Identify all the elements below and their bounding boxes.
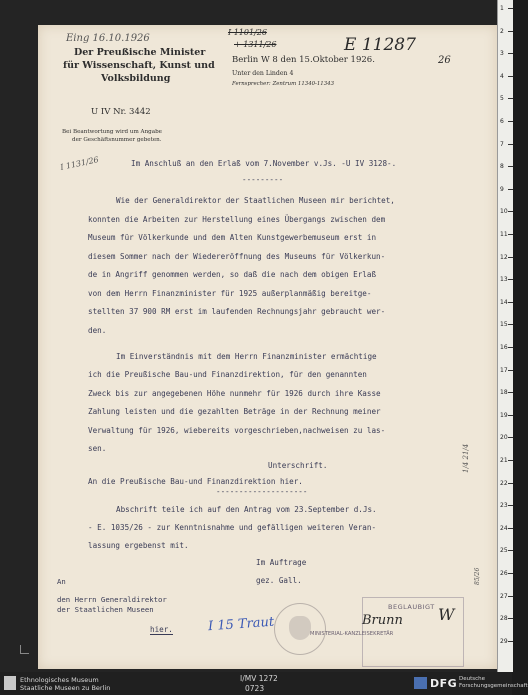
official-seal [274, 603, 326, 655]
ruler-tick-label: 8 [500, 163, 504, 171]
ruler-tick-label: 13 [500, 276, 508, 284]
ruler-tick-mark [508, 324, 513, 325]
reference-line: Im Anschluß an den Erlaß vom 7.November v.Js. -U IV 3128-. [131, 159, 397, 168]
ruler-tick-mark [508, 302, 513, 303]
dfg-name-2: Forschungsgemeinschaft [459, 683, 528, 689]
separator-1: --------- [242, 175, 284, 184]
body-line: konnten die Arbeiten zur Herstellung eines Übergangs zwischen dem [88, 214, 386, 224]
letter-page [38, 25, 497, 669]
ruler-tick-mark [508, 392, 513, 393]
body-line: Abschrift teile ich auf den Antrag vom 23.September d.Js. [116, 505, 377, 514]
ruler-tick-mark [508, 370, 513, 371]
ministry-phone: Fernsprecher: Zentrum 11340-11343 [232, 81, 335, 87]
certified-label: BEGLAUBIGT [388, 603, 435, 611]
body-line: Verwaltung für 1926, wiebereits vorgeschrieben,nachweisen zu las- [88, 425, 386, 435]
ruler-tick-mark [508, 144, 513, 145]
ruler-tick-mark [508, 166, 513, 167]
measurement-ruler [497, 0, 513, 672]
ruler-tick-mark [508, 460, 513, 461]
ruler-tick-label: 14 [500, 298, 508, 306]
blue-pencil-note: I 15 Traut [207, 614, 275, 635]
ruler-tick-mark [508, 437, 513, 438]
ruler-tick-label: 1 [500, 5, 504, 12]
ruler-tick-label: 21 [500, 457, 508, 464]
ruler-tick-label: 17 [500, 366, 508, 374]
ruler-tick-mark [508, 528, 513, 529]
ruler-tick-mark [508, 550, 513, 551]
ruler-tick-mark [508, 279, 513, 280]
ruler-tick-label: 9 [500, 185, 504, 193]
ruler-tick-mark [508, 415, 513, 416]
ruler-tick-mark [508, 211, 513, 212]
ruler-tick-mark [508, 98, 513, 99]
body-line: den. [88, 325, 107, 335]
ruler-tick-label: 2 [500, 27, 504, 35]
ruler-tick-mark [508, 234, 513, 235]
body-line: lassung ergebenst mit. [88, 541, 189, 550]
address-an: An [57, 577, 66, 586]
closing-on-behalf: Im Auftrage [256, 558, 307, 567]
margin-pencil-note-1: 1/4 21/4 [462, 443, 470, 473]
ruler-tick-label: 26 [500, 570, 508, 577]
ruler-tick-label: 28 [500, 615, 508, 623]
ministry-name-line2: für Wissenschaft, Kunst und [63, 60, 215, 71]
ruler-tick-label: 11 [500, 231, 508, 238]
museum-subtitle: Staatliche Museen zu Berlin [20, 684, 111, 692]
body-line: Wie der Generaldirektor der Staatlichen Museen mir berichtet, [116, 196, 395, 205]
dfg-name-1: Deutsche [459, 676, 486, 682]
archive-id: I/MV 1272 [240, 674, 278, 683]
body-line: Zweck bis zur angegebenen Höhe nunmehr für 1926 durch ihre Kasse [88, 388, 381, 398]
reply-note-line1: Bei Beantwortung wird um Angabe [62, 129, 162, 135]
address-hier: hier. [150, 625, 173, 634]
body-line: Museum für Völkerkunde und dem Alten Kunstgewerbemuseum erst in [88, 233, 377, 242]
ruler-tick-label: 7 [500, 140, 504, 148]
scan-corner-mark [20, 645, 29, 654]
ruler-tick-mark [508, 76, 513, 77]
separator-2: -------------------- [216, 487, 308, 496]
body-line: stellten 37 900 RM erst im laufenden Rechnungsjahr gebraucht wer- [88, 307, 386, 316]
ministry-name-line1: Der Preußische Minister [74, 47, 206, 58]
ruler-tick-mark [508, 189, 513, 190]
dfg-logo-icon [414, 677, 427, 689]
body-line: de in Angriff genommen werden, so daß die nach dem obigen Erlaß [88, 270, 377, 279]
ruler-tick-mark [508, 53, 513, 54]
reference-number: U IV Nr. 3442 [91, 107, 151, 117]
ruler-tick-label: 23 [500, 502, 508, 510]
archive-page: 0723 [245, 684, 265, 693]
ruler-tick-label: 15 [500, 321, 508, 329]
ruler-tick-label: 20 [500, 434, 508, 442]
ruler-tick-label: 18 [500, 389, 508, 397]
ruler-tick-mark [508, 31, 513, 32]
ruler-tick-mark [508, 618, 513, 619]
ruler-tick-mark [508, 257, 513, 258]
file-number: E 11287 [344, 35, 416, 55]
secretary-label: MINISTERIAL-KANZLEISEKRETÄR [310, 631, 394, 637]
ministry-address: Unter den Linden 4 [232, 70, 294, 77]
ruler-tick-label: 22 [500, 479, 508, 487]
body-line: Im Einverständnis mit dem Herrn Finanzminister ermächtige [116, 352, 377, 361]
archive-footer [0, 672, 528, 695]
ruler-tick-label: 6 [500, 118, 504, 125]
handwritten-initial: W [438, 605, 455, 624]
address-line-1: den Herrn Generaldirektor [57, 595, 167, 604]
museum-logo-icon [4, 676, 16, 690]
ruler-tick-label: 19 [500, 411, 508, 419]
crossed-number-2: + 1311/26 [234, 40, 277, 49]
ruler-tick-label: 27 [500, 592, 508, 600]
ruler-tick-label: 12 [500, 253, 508, 261]
ruler-tick-label: 16 [500, 344, 508, 351]
ruler-tick-mark [508, 483, 513, 484]
ruler-tick-label: 4 [500, 72, 504, 80]
body-line: ich die Preußische Bau-und Finanzdirektion, für den genannten [88, 370, 367, 380]
ruler-tick-label: 3 [500, 50, 504, 58]
body-line: von dem Herrn Finanzminister für 1925 außerplanmäßig bereitge- [88, 288, 372, 298]
body-line: Zahlung leisten und die gezahlten Beträge in der Rechnung meiner [88, 407, 381, 417]
ruler-tick-label: 24 [500, 524, 508, 532]
ruler-tick-mark [508, 121, 513, 122]
ruler-tick-label: 29 [500, 637, 508, 645]
handwritten-signature: Brunn [362, 613, 403, 628]
crossed-number-1: I 1101/26 [228, 28, 267, 37]
body-line: - E. 1035/26 - zur Kenntnisnahme und gefälligen weiteren Veran- [88, 523, 377, 532]
body-line: diesem Sommer nach der Wiedereröffnung des Museums für Völkerkun- [88, 251, 386, 261]
file-number-suffix: 26 [438, 55, 451, 66]
pencil-reference: I 1131/26 [59, 155, 100, 172]
margin-pencil-note-2: 85/26 [474, 567, 481, 585]
ruler-tick-label: 25 [500, 547, 508, 555]
signature-placeholder: Unterschrift. [268, 461, 328, 470]
ruler-tick-mark [508, 573, 513, 574]
received-date-stamp: Eing 16.10.1926 [66, 33, 150, 44]
ruler-tick-mark [508, 641, 513, 642]
ministry-name-line3: Volksbildung [101, 73, 171, 84]
ruler-tick-mark [508, 8, 513, 9]
reply-note-line2: der Geschäftsnummer gebeten. [72, 137, 162, 143]
recipient-line: An die Preußische Bau-und Finanzdirektion hier. [88, 477, 303, 486]
body-line: sen. [88, 444, 107, 453]
ruler-tick-mark [508, 347, 513, 348]
city-and-date: Berlin W 8 den 15.Oktober 1926. [232, 55, 375, 65]
museum-name: Ethnologisches Museum [20, 676, 99, 684]
ruler-tick-label: 10 [500, 208, 508, 216]
ruler-tick-mark [508, 596, 513, 597]
closing-signed: gez. Gall. [256, 576, 302, 585]
address-line-2: der Staatlichen Museen [57, 605, 154, 614]
ruler-tick-label: 5 [500, 95, 504, 103]
ruler-tick-mark [508, 505, 513, 506]
dfg-logo-text: DFG [430, 677, 458, 690]
